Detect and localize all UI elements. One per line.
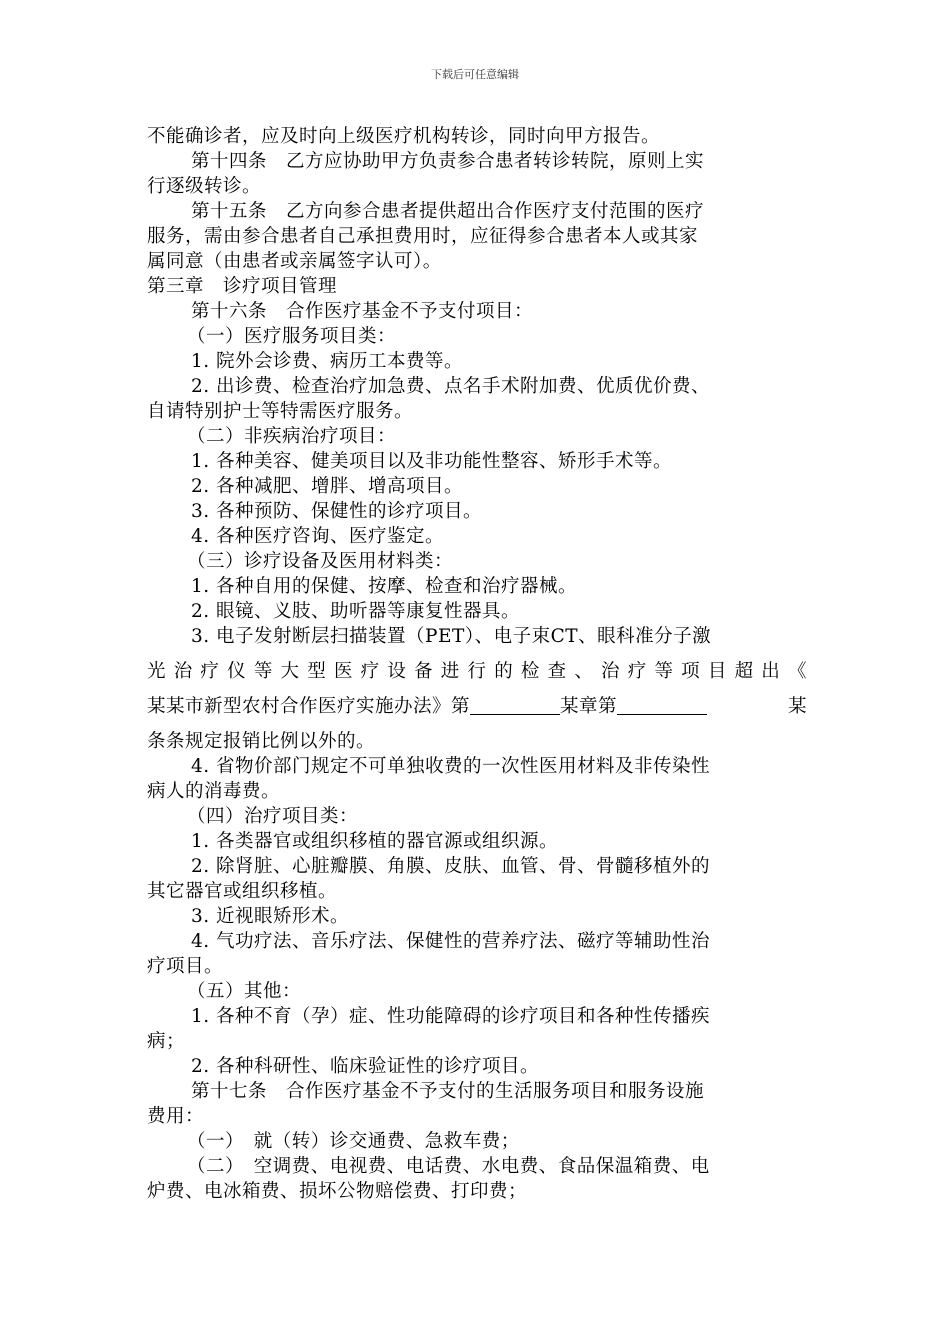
chapter-3-heading: 第三章 诊疗项目管理	[147, 276, 338, 297]
list-item: 2. 出诊费、检查治疗加急费、点名手术附加费、优质优价费、	[191, 376, 711, 397]
list-item: 1. 各类器官或组织移植的器官源或组织源。	[191, 831, 559, 852]
article-16: 第十六条 合作医疗基金不予支付项目：	[191, 301, 534, 322]
text-line: 光治疗仪等大型医疗设备进行的检查、治疗等项目超出《	[147, 661, 807, 682]
list-item: 1. 各种不育（孕）症、性功能障碍的诊疗项目和各种性传播疾	[191, 1006, 711, 1027]
fill-blank	[470, 696, 560, 715]
list-item: 1. 院外会诊费、病历工本费等。	[191, 351, 464, 372]
page-header: 下载后可任意编辑	[431, 68, 519, 81]
text-line: 属同意（由患者或亲属签字认可）。	[147, 251, 442, 272]
text-line: 费用：	[147, 1106, 205, 1127]
fill-blank	[617, 696, 707, 715]
list-item: 1. 各种美容、健美项目以及非功能性整容、矫形手术等。	[191, 451, 673, 472]
article-15: 第十五条 乙方向参合患者提供超出合作医疗支付范围的医疗	[191, 201, 705, 222]
text-fragment: 某章第	[560, 696, 618, 717]
list-item: （一） 就（转）诊交通费、急救车费；	[187, 1131, 520, 1152]
section-heading: （一）医疗服务项目类：	[187, 326, 397, 347]
section-heading: （三）诊疗设备及医用材料类：	[187, 551, 454, 572]
article-14: 第十四条 乙方应协助甲方负责参合患者转诊转院，原则上实	[191, 151, 705, 172]
text-fragment: 某某市新型农村合作医疗实施办法》第	[147, 696, 471, 717]
text-line-with-blanks	[147, 694, 807, 719]
list-item: 3. 近视眼矫形术。	[191, 906, 350, 927]
text-fragment: 某	[787, 696, 807, 717]
section-heading: （二）非疾病治疗项目：	[187, 426, 397, 447]
list-item: 2. 各种科研性、临床验证性的诊疗项目。	[191, 1056, 540, 1077]
list-item: 1. 各种自用的保健、按摩、检查和治疗器械。	[191, 576, 578, 597]
list-item: 4. 气功疗法、音乐疗法、保健性的营养疗法、磁疗等辅助性治	[191, 931, 711, 952]
list-item: 4. 各种医疗咨询、医疗鉴定。	[191, 526, 445, 547]
text-line: 自请特别护士等特需医疗服务。	[147, 401, 414, 422]
text-line: 不能确诊者，应及时向上级医疗机构转诊，同时向甲方报告。	[147, 126, 661, 147]
text-line: 服务，需由参合患者自己承担费用时，应征得参合患者本人或其家	[147, 226, 699, 247]
list-item: 3. 各种预防、保健性的诊疗项目。	[191, 501, 483, 522]
section-heading: （五）其他：	[187, 981, 302, 1002]
list-item: （二） 空调费、电视费、电话费、水电费、食品保温箱费、电	[187, 1156, 710, 1177]
article-17: 第十七条 合作医疗基金不予支付的生活服务项目和服务设施	[191, 1081, 705, 1102]
document-body	[147, 124, 807, 1204]
list-item: 2. 眼镜、义肢、助听器等康复性器具。	[191, 601, 521, 622]
list-item: 2. 除肾脏、心脏瓣膜、角膜、皮肤、血管、骨、骨髓移植外的	[191, 856, 711, 877]
list-item: 4. 省物价部门规定不可单独收费的一次性医用材料及非传染性	[191, 756, 711, 777]
text-line: 其它器官或组织移植。	[147, 881, 338, 902]
text-line: 疗项目。	[147, 956, 224, 977]
list-item: 2. 各种减肥、增胖、增高项目。	[191, 476, 464, 497]
text-line: 条条规定报销比例以外的。	[147, 731, 376, 752]
text-line: 炉费、电冰箱费、损坏公物赔偿费、打印费；	[147, 1181, 528, 1202]
text-line: 行逐级转诊。	[147, 176, 262, 197]
text-line: 病人的消毒费。	[147, 781, 281, 802]
text-line: 病；	[147, 1031, 186, 1052]
list-item: 3. 电子发射断层扫描装置（PET）、电子束CT、眼科准分子激	[191, 626, 712, 647]
section-heading: （四）治疗项目类：	[187, 806, 359, 827]
